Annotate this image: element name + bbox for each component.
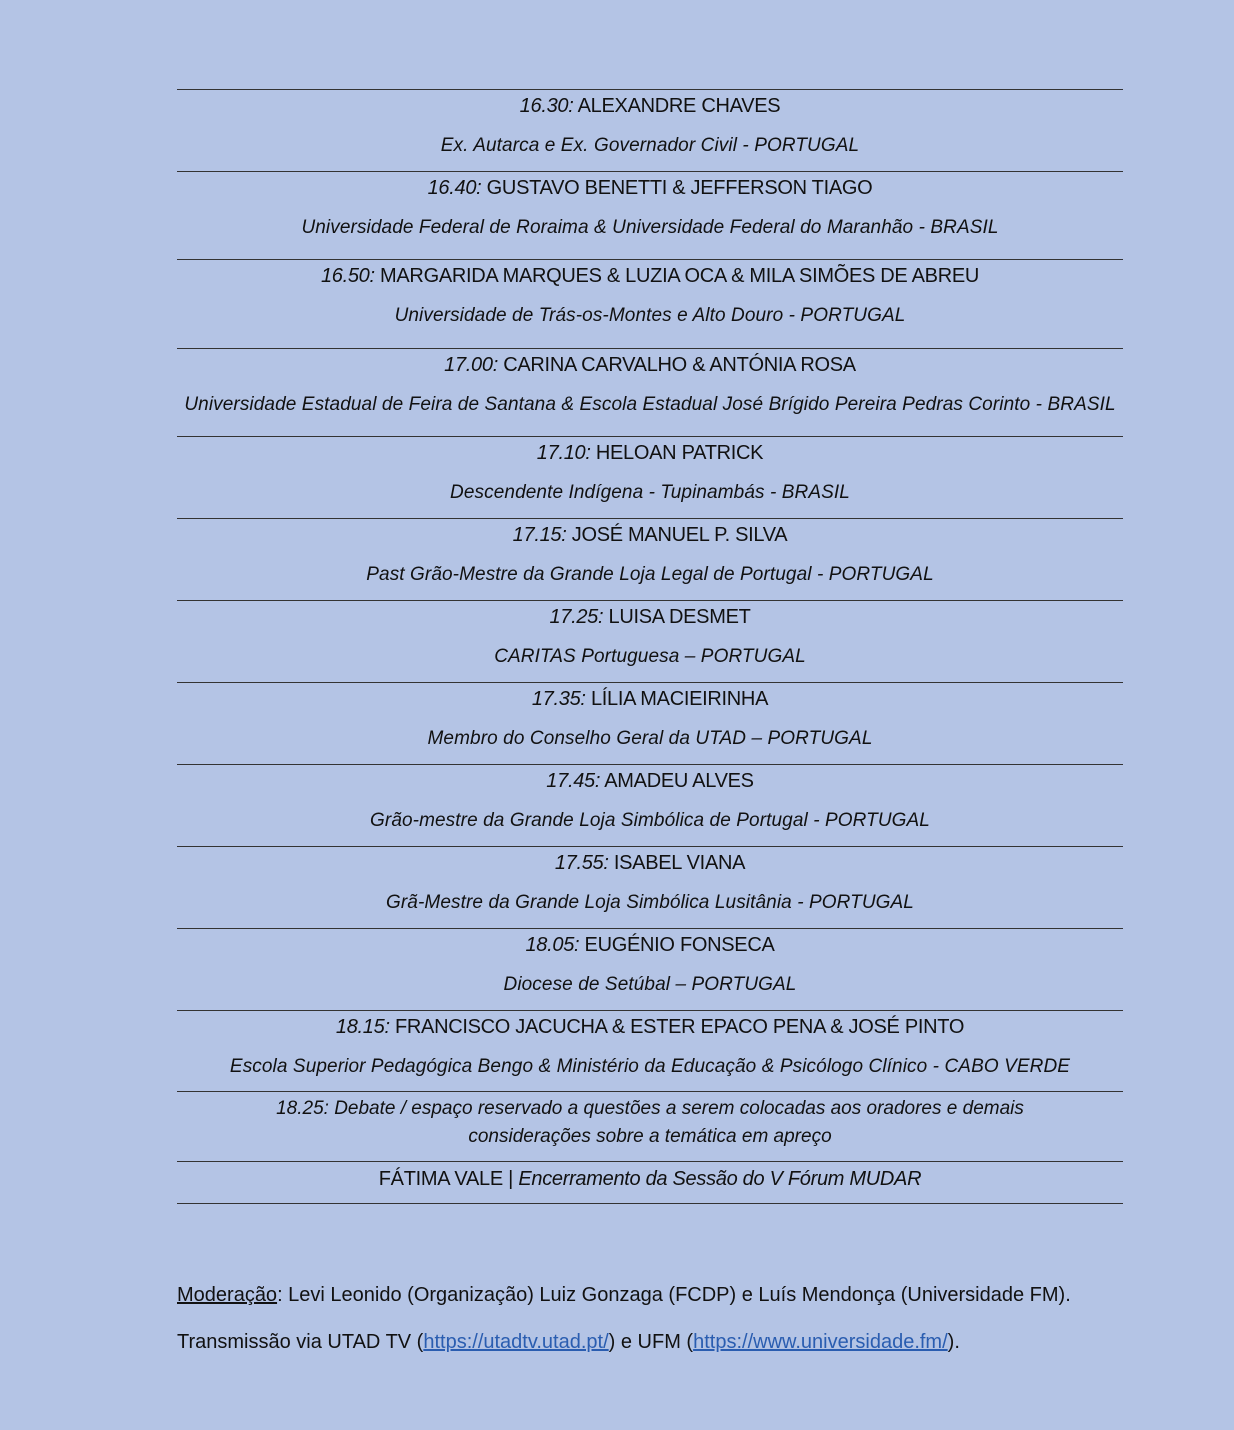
session-affiliation: Escola Superior Pedagógica Bengo & Ministério da Educação & Psicólogo Clínico - CABO VERDE — [229, 1056, 1071, 1077]
session-time: 17.55: — [554, 852, 609, 874]
transmission-prefix: Transmissão via UTAD TV ( — [177, 1331, 424, 1353]
session-row — [177, 172, 1123, 260]
session-title — [177, 765, 1123, 795]
session-time: 17.00: — [444, 354, 498, 376]
ufm-link[interactable]: https://www.universidade.fm/ — [693, 1331, 948, 1353]
session-title — [177, 683, 1123, 713]
moderation-text: : Levi Leonido (Organização) Luiz Gonzaga (FCDP) e Luís Mendonça (Universidade FM). — [277, 1284, 1071, 1306]
session-title — [177, 519, 1123, 549]
session-title — [177, 437, 1123, 467]
session-row — [177, 847, 1123, 929]
session-time: 17.45: — [546, 770, 601, 792]
session-row — [177, 90, 1123, 172]
session-title — [177, 260, 1123, 290]
session-row — [177, 601, 1123, 683]
session-row — [177, 349, 1123, 437]
session-speakers: LUISA DESMET — [608, 606, 751, 628]
session-row — [177, 437, 1123, 519]
program-table — [177, 89, 1123, 1204]
session-speakers: MARGARIDA MARQUES & LUZIA OCA & MILA SIMÕES DE ABREU — [380, 265, 980, 287]
transmission-suffix: ). — [947, 1331, 960, 1353]
session-affiliation: Universidade Federal de Roraima & Universidade Federal do Maranhão - BRASIL — [301, 217, 999, 238]
session-speakers: GUSTAVO BENETTI & JEFFERSON TIAGO — [486, 177, 873, 199]
session-row — [177, 519, 1123, 601]
closing-text: Encerramento da Sessão do V Fórum MUDAR — [518, 1168, 922, 1190]
session-speakers: LÍLIA MACIEIRINHA — [590, 688, 769, 710]
session-affiliation: Universidade Estadual de Feira de Santana & Escola Estadual José Brígido Pereira Pedras Corinto - BRASIL — [184, 394, 1116, 415]
session-speakers: CARINA CARVALHO & ANTÓNIA ROSA — [503, 354, 856, 376]
moderation-label: Moderação — [177, 1284, 278, 1306]
session-time: 16.50: — [320, 265, 375, 287]
moderation-line — [177, 1281, 1177, 1309]
session-row — [177, 683, 1123, 765]
session-speakers: ISABEL VIANA — [613, 852, 746, 874]
debate-row — [177, 1092, 1123, 1162]
debate-line-1: 18.25: Debate / espaço reservado a questões a serem colocadas aos oradores e demais — [276, 1098, 1024, 1119]
session-row — [177, 260, 1123, 349]
session-time: 18.05: — [525, 934, 580, 956]
session-affiliation: Universidade de Trás-os-Montes e Alto Douro - PORTUGAL — [394, 305, 906, 326]
session-affiliation: Diocese de Setúbal – PORTUGAL — [503, 974, 797, 995]
session-affiliation: Grã-Mestre da Grande Loja Simbólica Lusitânia - PORTUGAL — [386, 892, 914, 913]
session-time: 17.25: — [549, 606, 604, 628]
session-speakers: AMADEU ALVES — [604, 770, 754, 792]
session-title — [177, 90, 1123, 120]
session-affiliation: Membro do Conselho Geral da UTAD – PORTUGAL — [427, 728, 873, 749]
session-speakers: JOSÉ MANUEL P. SILVA — [571, 524, 788, 546]
session-affiliation: CARITAS Portuguesa – PORTUGAL — [494, 646, 806, 667]
session-time: 16.40: — [427, 177, 482, 199]
session-title — [177, 1011, 1123, 1041]
session-title — [177, 349, 1123, 379]
debate-line-2: considerações sobre a temática em apreço — [468, 1126, 832, 1147]
session-row — [177, 1011, 1123, 1092]
session-speakers: EUGÉNIO FONSECA — [584, 934, 775, 956]
session-speakers: ALEXANDRE CHAVES — [577, 95, 781, 117]
session-row — [177, 765, 1123, 847]
session-affiliation: Past Grão-Mestre da Grande Loja Legal de Portugal - PORTUGAL — [366, 564, 934, 585]
closing-separator: | — [502, 1168, 519, 1190]
session-title — [177, 847, 1123, 877]
session-title — [177, 601, 1123, 631]
closing-name: FÁTIMA VALE — [378, 1168, 503, 1190]
session-time: 17.15: — [512, 524, 567, 546]
utad-tv-link[interactable]: https://utadtv.utad.pt/ — [423, 1331, 609, 1353]
session-title — [177, 172, 1123, 202]
closing-title — [177, 1162, 1123, 1193]
transmission-line — [177, 1328, 1177, 1356]
session-affiliation: Grão-mestre da Grande Loja Simbólica de Portugal - PORTUGAL — [370, 810, 930, 831]
session-speakers: HELOAN PATRICK — [595, 442, 764, 464]
session-row — [177, 929, 1123, 1011]
session-time: 16.30: — [519, 95, 574, 117]
session-time: 18.15: — [335, 1016, 390, 1038]
session-speakers: FRANCISCO JACUCHA & ESTER EPACO PENA & JOSÉ PINTO — [394, 1016, 965, 1038]
transmission-middle: ) e UFM ( — [608, 1331, 694, 1353]
session-affiliation: Ex. Autarca e Ex. Governador Civil - PORTUGAL — [440, 135, 860, 156]
session-time: 17.35: — [531, 688, 586, 710]
session-time: 17.10: — [536, 442, 591, 464]
session-affiliation: Descendente Indígena - Tupinambás - BRASIL — [450, 482, 850, 503]
session-title — [177, 929, 1123, 959]
closing-row — [177, 1162, 1123, 1204]
